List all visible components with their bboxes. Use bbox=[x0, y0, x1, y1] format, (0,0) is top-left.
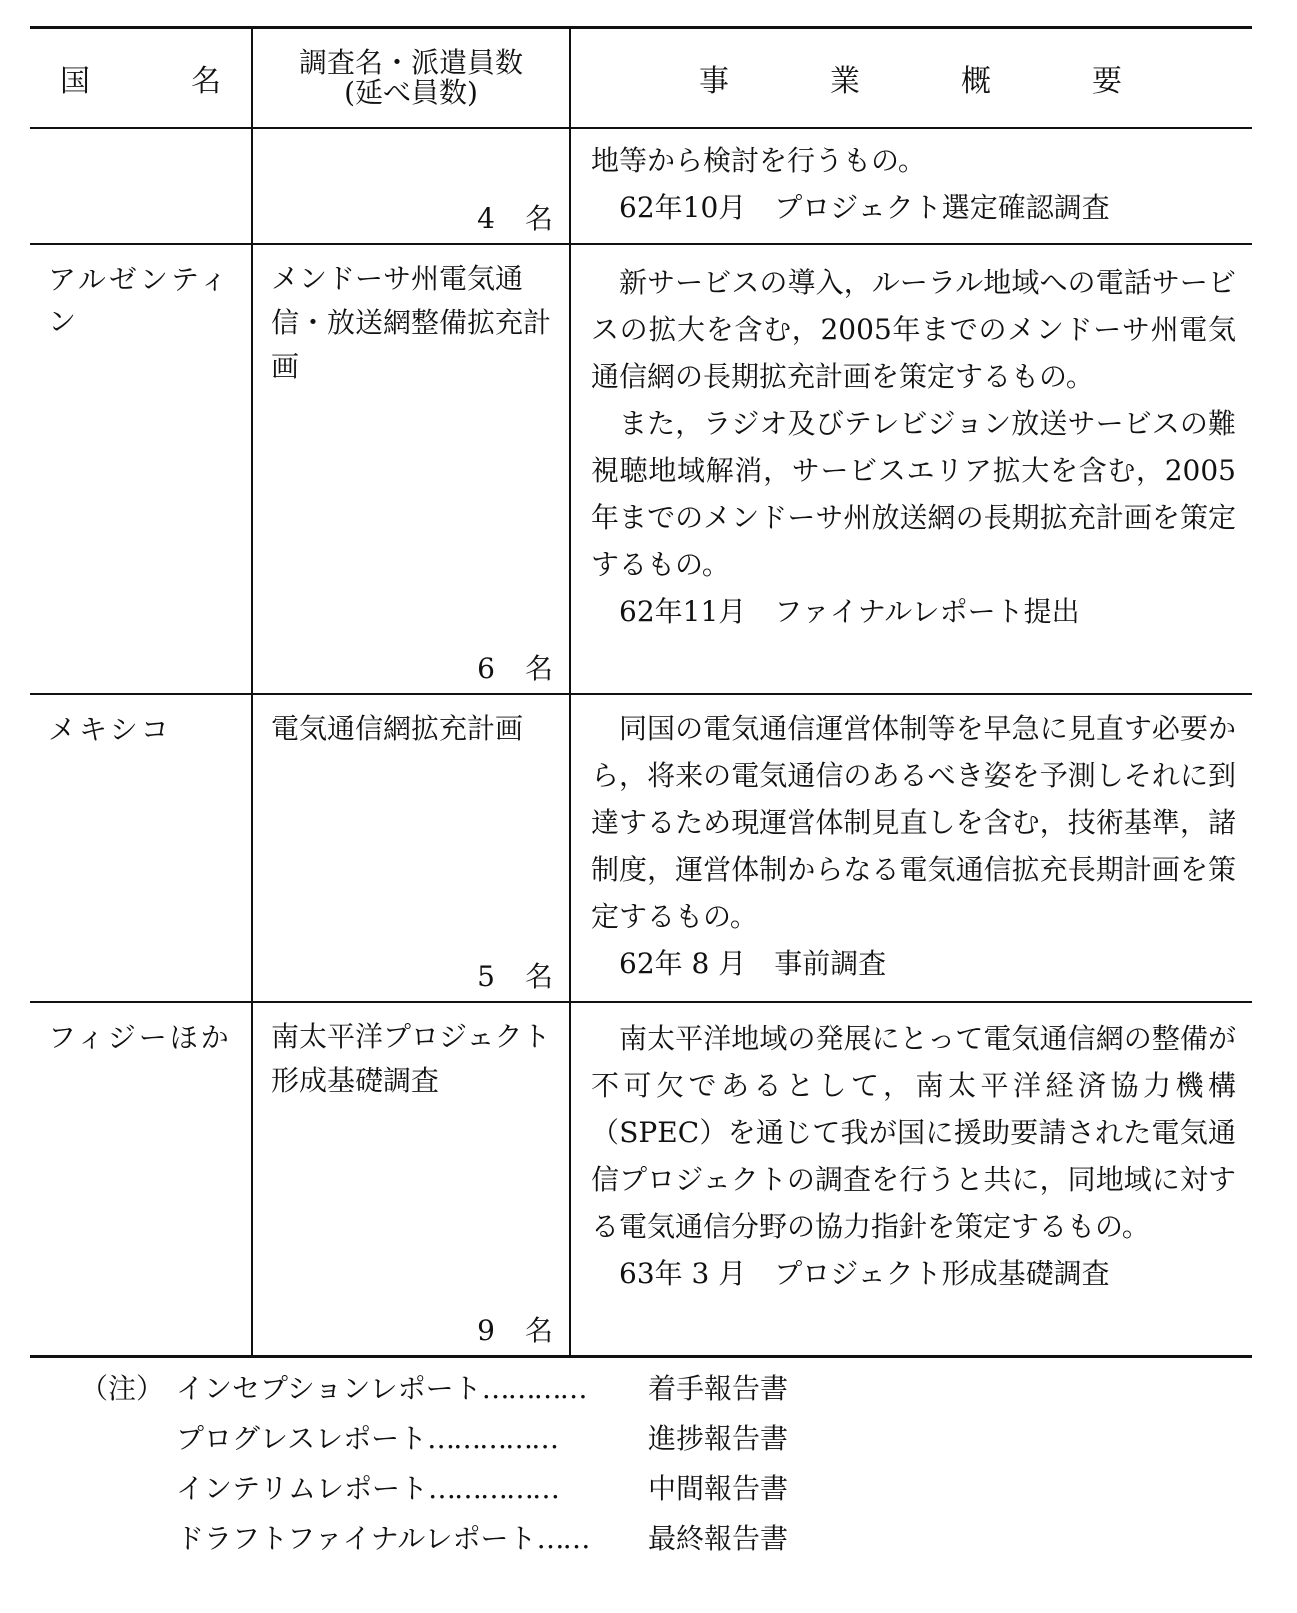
staff-unit: 名 bbox=[524, 960, 553, 993]
note-term-wrap bbox=[176, 1414, 648, 1464]
summary-paragraph: 地等から検討を行うもの。 bbox=[591, 144, 926, 177]
status-line: 63年 3 月 プロジェクト形成基礎調査 bbox=[619, 1257, 1110, 1290]
note-item bbox=[80, 1364, 788, 1414]
table-row bbox=[30, 128, 1252, 244]
staff-count bbox=[477, 647, 553, 687]
table-row bbox=[30, 694, 1252, 1002]
survey-name: 南太平洋プロジェクト形成基礎調査 bbox=[271, 1020, 551, 1097]
country-name bbox=[30, 129, 251, 143]
staff-unit: 名 bbox=[524, 652, 553, 685]
country-cell bbox=[30, 1002, 252, 1357]
survey-cell bbox=[252, 128, 570, 244]
summary-paragraph: 同国の電気通信運営体制等を早急に見直す必要から，将来の電気通信のあるべき姿を予測しそれに到達するため現運営体制見直しを含む，技術基準，諸制度，運営体制からなる電気通信拡充長期計画を策定するもの。 bbox=[591, 712, 1236, 933]
header-summary bbox=[570, 28, 1252, 129]
header-country-char-2: 名 bbox=[191, 64, 221, 99]
staff-count bbox=[477, 955, 553, 995]
country-cell bbox=[30, 694, 252, 1002]
project-table bbox=[30, 26, 1252, 1358]
summary-paragraph: 新サービスの導入，ルーラル地域への電話サービスの拡大を含む，2005年までのメンドーサ州電気通信網の長期拡充計画を策定するもの。 bbox=[591, 266, 1236, 393]
note-dots: …………… bbox=[428, 1472, 559, 1505]
country-cell bbox=[30, 128, 252, 244]
header-survey-line-2: (延べ員数) bbox=[344, 76, 478, 109]
note-term-wrap bbox=[176, 1464, 648, 1514]
summary-cell bbox=[570, 244, 1252, 694]
note-spacer bbox=[80, 1514, 176, 1564]
survey-cell bbox=[252, 694, 570, 1002]
header-survey-line-1: 調査名・派遣員数 bbox=[298, 46, 523, 79]
table-row bbox=[30, 1002, 1252, 1357]
country-name: メキシコ bbox=[48, 713, 172, 746]
table-row bbox=[30, 244, 1252, 694]
staff-number: 9 bbox=[477, 1314, 495, 1347]
note-dots: …………… bbox=[427, 1422, 558, 1455]
header-summary-char-4: 要 bbox=[1092, 64, 1122, 99]
note-term: インセプションレポート bbox=[176, 1372, 482, 1405]
note-term: プログレスレポート bbox=[176, 1422, 428, 1455]
header-summary-char-1: 事 bbox=[699, 64, 729, 99]
note-meaning: 進捗報告書 bbox=[648, 1422, 789, 1455]
staff-count bbox=[477, 1309, 553, 1349]
note-spacer bbox=[80, 1464, 176, 1514]
note-term-wrap bbox=[176, 1514, 648, 1564]
survey-name: 電気通信網拡充計画 bbox=[271, 712, 524, 745]
summary-cell bbox=[570, 694, 1252, 1002]
staff-number: 6 bbox=[477, 652, 495, 685]
header-country-char-1: 国 bbox=[60, 64, 90, 99]
summary-cell bbox=[570, 1002, 1252, 1357]
note-dots: …… bbox=[536, 1522, 589, 1555]
note-term: ドラフトファイナルレポート bbox=[176, 1522, 537, 1555]
notes-label: （注） bbox=[80, 1372, 165, 1405]
header-country bbox=[30, 28, 252, 129]
staff-unit: 名 bbox=[524, 1314, 553, 1347]
table-header-row bbox=[30, 28, 1252, 129]
survey-cell bbox=[252, 244, 570, 694]
status-line: 62年 8 月 事前調査 bbox=[619, 947, 887, 980]
staff-number: 4 bbox=[477, 202, 495, 235]
note-meaning: 最終報告書 bbox=[648, 1522, 789, 1555]
status-line: 62年10月 プロジェクト選定確認調査 bbox=[619, 191, 1110, 224]
header-summary-char-3: 概 bbox=[961, 64, 991, 99]
note-dots: ………… bbox=[481, 1372, 586, 1405]
country-name: アルゼンティン bbox=[48, 263, 231, 338]
header-summary-char-2: 業 bbox=[830, 64, 860, 99]
note-meaning: 中間報告書 bbox=[648, 1472, 789, 1505]
staff-number: 5 bbox=[477, 960, 495, 993]
note-term-wrap bbox=[176, 1364, 648, 1414]
notes-section bbox=[80, 1364, 788, 1564]
header-survey bbox=[252, 28, 570, 129]
country-cell bbox=[30, 244, 252, 694]
note-term: インテリムレポート bbox=[176, 1472, 429, 1505]
note-item bbox=[80, 1414, 788, 1464]
staff-count bbox=[477, 197, 553, 237]
survey-cell bbox=[252, 1002, 570, 1357]
note-meaning: 着手報告書 bbox=[648, 1372, 789, 1405]
note-item bbox=[80, 1514, 788, 1564]
country-name: フィジーほか bbox=[48, 1021, 232, 1054]
staff-unit: 名 bbox=[524, 202, 553, 235]
status-line: 62年11月 ファイナルレポート提出 bbox=[619, 595, 1080, 628]
summary-cell bbox=[570, 128, 1252, 244]
survey-name bbox=[253, 129, 569, 141]
note-spacer bbox=[80, 1414, 176, 1464]
summary-paragraph: 南太平洋地域の発展にとって電気通信網の整備が不可欠であるとして，南太平洋経済協力機構（SPEC）を通じて我が国に援助要請された電気通信プロジェクトの調査を行うと共に，同地域に対する電気通信分野の協力指針を策定するもの。 bbox=[591, 1022, 1236, 1243]
note-item bbox=[80, 1464, 788, 1514]
survey-name: メンドーサ州電気通信・放送網整備拡充計画 bbox=[271, 262, 552, 383]
summary-paragraph: また，ラジオ及びテレビジョン放送サービスの難視聴地域解消，サービスエリア拡大を含む，2005年までのメンドーサ州放送網の長期拡充計画を策定するもの。 bbox=[591, 407, 1236, 581]
